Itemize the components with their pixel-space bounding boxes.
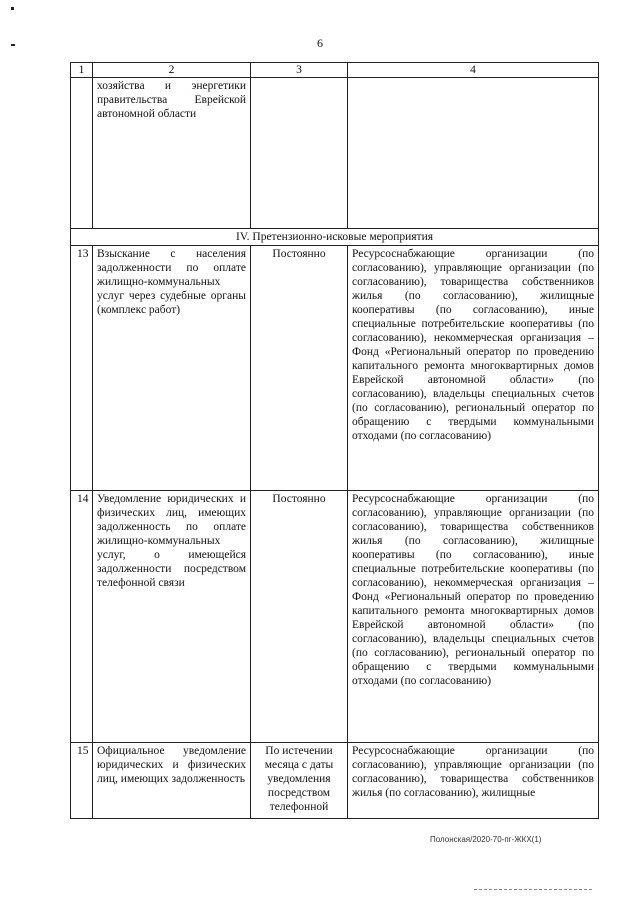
continuation-row — [71, 78, 599, 229]
header-col-2: 2 — [93, 63, 251, 78]
scan-mark-top — [11, 7, 14, 10]
table-header-row — [71, 63, 599, 78]
row-term: По истечении месяца с даты уведомления посредством телефонной — [251, 743, 348, 819]
bottom-divider — [474, 889, 592, 890]
continuation-executors — [348, 78, 599, 229]
page-number: 6 — [317, 36, 323, 50]
row-action: Официальное уведомление юридических и физических лиц, имеющих задолженность — [93, 743, 251, 819]
row-executors: Ресурсоснабжающие организации (по согласованию), управляющие организации (по согласованию), товарищества собственников жилья (по согласованию), жилищные — [348, 743, 599, 819]
continuation-num — [71, 78, 93, 229]
section-title: IV. Претензионно-исковые мероприятия — [71, 229, 599, 246]
table-row — [71, 743, 599, 819]
row-number: 14 — [71, 491, 93, 743]
measures-table — [70, 62, 599, 819]
continuation-action: хозяйства и энергетики правительства Еврейской автономной области — [93, 78, 251, 229]
header-col-4: 4 — [348, 63, 599, 78]
table-row — [71, 491, 599, 743]
header-col-1: 1 — [71, 63, 93, 78]
row-action: Взыскание с населения задолженности по оплате жилищно-коммунальных услуг через судебные органы (комплекс работ) — [93, 246, 251, 491]
row-term: Постоянно — [251, 491, 348, 743]
row-action: Уведомление юридических и физических лиц, имеющих задолженность по оплате жилищно-коммунальных услуг, о имеющейся задолженности посредством телефонной связи — [93, 491, 251, 743]
row-number: 15 — [71, 743, 93, 819]
row-executors: Ресурсоснабжающие организации (по согласованию), управляющие организации (по согласованию), товарищества собственников жилья (по согласованию), жилищные кооперативы (по согласованию), иные специальные потребительские кооперативы (по согласованию), некоммерческая организация – Фонд «Региональный оператор по проведению капитального ремонта многоквартирных домов Еврейской автономной области» (по согласованию), владельцы специальных счетов (по согласованию), региональный оператор по обращению с твердыми коммунальными отходами (по согласованию) — [348, 491, 599, 743]
section-row — [71, 229, 599, 246]
table-row — [71, 246, 599, 491]
row-term: Постоянно — [251, 246, 348, 491]
continuation-term — [251, 78, 348, 229]
document-footer: Полонская/2020-70-пг-ЖКХ(1) — [430, 835, 542, 844]
row-number: 13 — [71, 246, 93, 491]
row-executors: Ресурсоснабжающие организации (по согласованию), управляющие организации (по согласованию), товарищества собственников жилья (по согласованию), жилищные кооперативы (по согласованию), иные специальные потребительские кооперативы (по согласованию), некоммерческая организация – Фонд «Региональный оператор по проведению капитального ремонта многоквартирных домов Еврейской автономной области» (по согласованию), владельцы специальных счетов (по согласованию), региональный оператор по обращению с твердыми коммунальными отходами (по согласованию) — [348, 246, 599, 491]
header-col-3: 3 — [251, 63, 348, 78]
